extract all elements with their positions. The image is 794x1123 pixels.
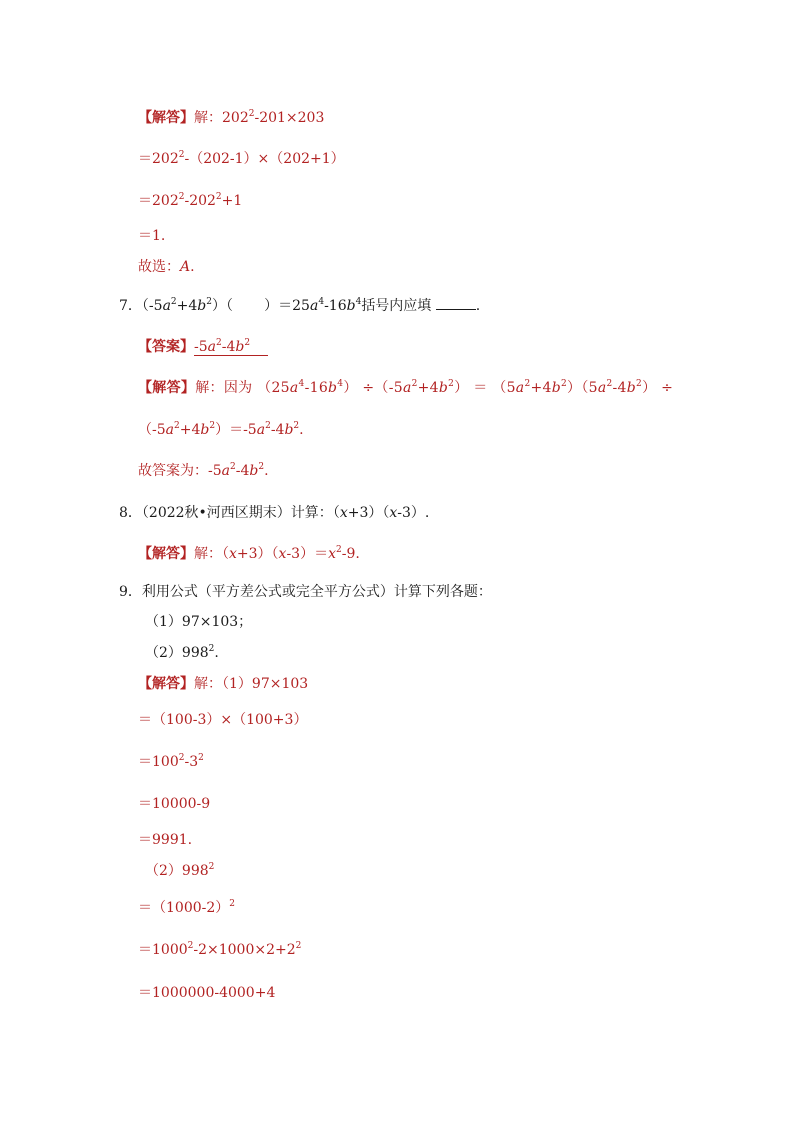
q7-answer [138, 337, 268, 357]
q7-stem-tail: 括号内应填 [361, 298, 432, 314]
q9-sol2-step-2: $=1000^2-2\times 1000\times 2+2^2$ [138, 941, 302, 958]
answer-blank [436, 297, 476, 310]
q9-stem [119, 582, 492, 602]
q9-sol1-step-1: ＝（100-3）×（100+3） [138, 712, 308, 728]
solution-tag: 【解答】 [138, 380, 196, 396]
solution-prefix: 解： [194, 676, 222, 692]
q6-step-1: $=202^2-(202-1)\times(202+1)$ [138, 150, 345, 167]
q9-sol1-head: （1）97×103 [222, 676, 309, 692]
q9-sol2-head: $(2)998^2$ [145, 862, 215, 879]
q9-part-2: $(2)998^2$. [145, 644, 219, 661]
choice-end: . [190, 259, 195, 275]
q8-stem: 8．（2022秋•河西区期末）计算：（x+3）（x-3）. [119, 505, 430, 521]
solution-prefix: 解： [195, 380, 224, 396]
q9-sol1-step-3: ＝10000-9 [138, 796, 211, 812]
q6-solution-line-1 [138, 108, 324, 128]
solution-tag: 【解答】 [138, 676, 194, 692]
q8-solution: 【解答】解：$(x+3)(x-3)=x^2-9$. [138, 545, 360, 562]
q6-step-3: ＝1. [138, 228, 166, 244]
because-word: 因为 [223, 380, 253, 396]
q9-sol1-step-4: ＝9991. [138, 832, 193, 848]
q9-number: 9． [119, 584, 142, 600]
q9-sol1-step-2: $=100^2-3^2$ [138, 753, 204, 770]
q9-stem-text: 利用公式（平方差公式或完全平方公式）计算下列各题： [141, 584, 492, 600]
q9-part-1: （1）97×103； [145, 614, 253, 630]
q6-step-0: $202^2-201\times 203$ [222, 109, 325, 126]
q7-final-answer: 故答案为：$-5a^2-4b^2$. [138, 462, 269, 479]
q7-stem: 7．$(-5a^2+4b^2)$（ ）$=25a^4-16b^4$括号内应填 . [119, 297, 481, 314]
q9-sol2-step-1: $=(1000-2)^2$ [138, 899, 236, 916]
q7-solution-line-2: $(-5a^2+4b^2)=-5a^2-4b^2$. [138, 421, 304, 438]
q7-answer-value: $-5a^2-4b^2$ [194, 339, 268, 356]
answer-tag: 【答案】 [138, 339, 194, 355]
q6-choice [138, 257, 195, 277]
q8-number: 8． [119, 505, 142, 521]
final-answer-label: 故答案为： [138, 463, 208, 479]
choice-label: 故选： [138, 259, 180, 275]
q7-solution-line-1: 【解答】解：因为 $(25a^4-16b^4) \div(-5a^2+4b^2) = (5a^2+4b^2)(5a^2-4b^2)$ ÷ [138, 379, 674, 396]
q6-step-2: $=202^2-202^2+1$ [138, 192, 243, 209]
q7-number: 7． [119, 298, 142, 314]
solution-tag: 【解答】 [138, 546, 194, 562]
choice-value: A [180, 259, 191, 275]
solution-prefix: 解： [194, 546, 222, 562]
q8-source: （2022秋•河西区期末）计算： [141, 505, 333, 521]
q9-sol2-step-3: ＝1000000-4000+4 [138, 985, 276, 1001]
q9-solution-head [138, 674, 308, 694]
solution-tag: 【解答】 [138, 110, 194, 126]
solution-prefix: 解： [194, 110, 222, 126]
